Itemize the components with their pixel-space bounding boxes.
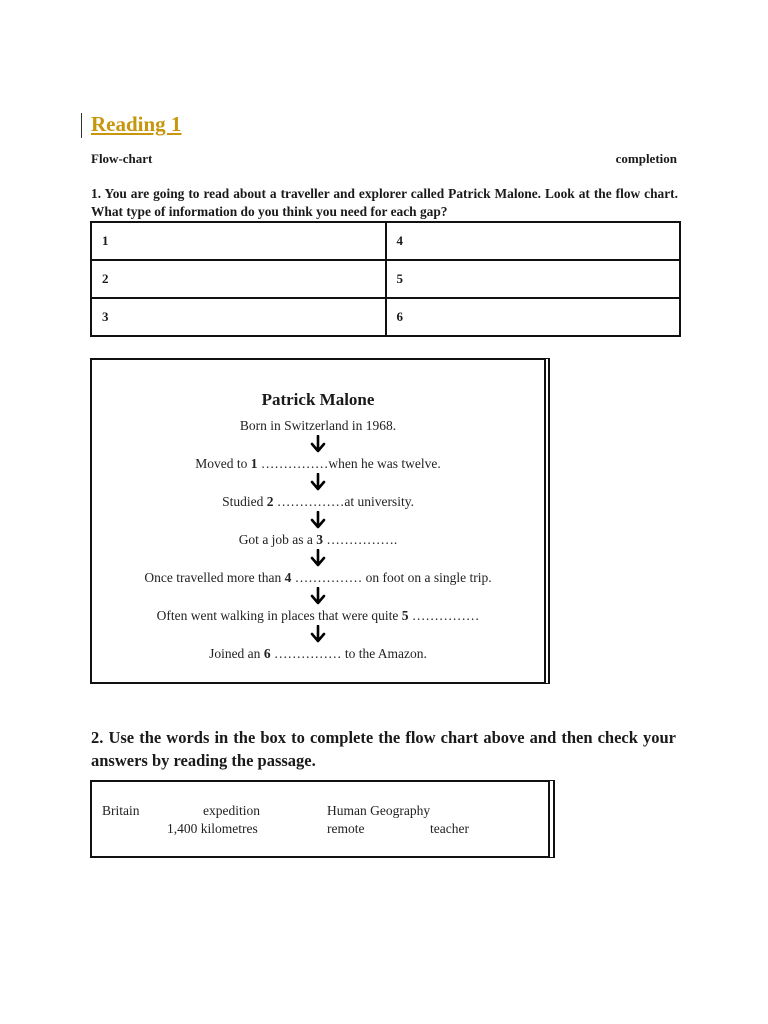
table-cell[interactable]: 2 xyxy=(91,260,386,298)
gap-table xyxy=(90,221,681,337)
flow-step xyxy=(92,570,544,586)
flow-step-gap: ……………at university. xyxy=(273,494,414,509)
gap-number: 5 xyxy=(401,608,409,623)
page-title-text: Reading 1 xyxy=(91,112,182,136)
down-arrow-icon xyxy=(309,435,327,453)
question-2: 2. Use the words in the box to complete the flow chart above and then check your answers by reading the passage. xyxy=(91,728,676,770)
flow-step-gap: …………… on foot on a single trip. xyxy=(291,570,492,585)
question-1: 1. You are going to read about a traveller and explorer called Patrick Malone. Look at the flow chart. What type of information do you think you need for each gap? xyxy=(91,186,678,219)
table-cell[interactable]: 3 xyxy=(91,298,386,336)
flow-step-text: Often went walking in places that were quite xyxy=(156,608,402,623)
flow-chart-steps xyxy=(92,418,544,662)
gap-number: 6 xyxy=(263,646,271,661)
flow-step-gap: …………… to the Amazon. xyxy=(270,646,427,661)
down-arrow-icon xyxy=(309,549,327,567)
word-option: Human Geography xyxy=(327,803,431,818)
flow-step xyxy=(92,532,544,548)
flow-step-text: Moved to xyxy=(195,456,251,471)
flow-step-gap: ……………when he was twelve. xyxy=(257,456,441,471)
flow-step xyxy=(92,494,544,510)
task-type-right: completion xyxy=(615,151,677,166)
table-row xyxy=(91,222,680,260)
down-arrow-icon xyxy=(309,511,327,529)
gap-number: 1 xyxy=(250,456,258,471)
flow-step-text: Joined an xyxy=(209,646,264,661)
table-row xyxy=(91,298,680,336)
flow-step xyxy=(92,646,544,662)
text-cursor xyxy=(81,113,82,138)
flow-step xyxy=(92,418,544,434)
task-type-left: Flow-chart xyxy=(91,151,153,166)
gap-number: 2 xyxy=(266,494,274,509)
word-option: expedition xyxy=(203,803,260,818)
flow-step-gap: …………… xyxy=(408,608,480,623)
word-option: Britain xyxy=(102,803,140,818)
word-option: 1,400 kilometres xyxy=(167,821,258,836)
flow-chart-box xyxy=(90,358,546,684)
table-cell[interactable]: 6 xyxy=(386,298,681,336)
flow-step-text: Once travelled more than xyxy=(144,570,285,585)
flow-step xyxy=(92,456,544,472)
flow-step xyxy=(92,608,544,624)
table-cell[interactable]: 5 xyxy=(386,260,681,298)
gap-number: 4 xyxy=(284,570,292,585)
down-arrow-icon xyxy=(309,587,327,605)
word-option: teacher xyxy=(430,821,469,836)
down-arrow-icon xyxy=(309,473,327,491)
task-type-line xyxy=(91,151,677,167)
down-arrow-icon xyxy=(309,625,327,643)
flow-step-text: Got a job as a xyxy=(238,532,317,547)
word-option: remote xyxy=(327,821,365,836)
flow-step-gap: ……………. xyxy=(323,532,398,547)
table-row xyxy=(91,260,680,298)
table-cell[interactable]: 4 xyxy=(386,222,681,260)
table-cell[interactable]: 1 xyxy=(91,222,386,260)
gap-number: 3 xyxy=(316,532,324,547)
flow-chart-title: Patrick Malone xyxy=(261,390,375,409)
word-box xyxy=(90,780,550,858)
flow-step-text: Studied xyxy=(222,494,267,509)
flow-step-text: Born in Switzerland in 1968. xyxy=(239,418,397,433)
page-title xyxy=(91,112,181,137)
